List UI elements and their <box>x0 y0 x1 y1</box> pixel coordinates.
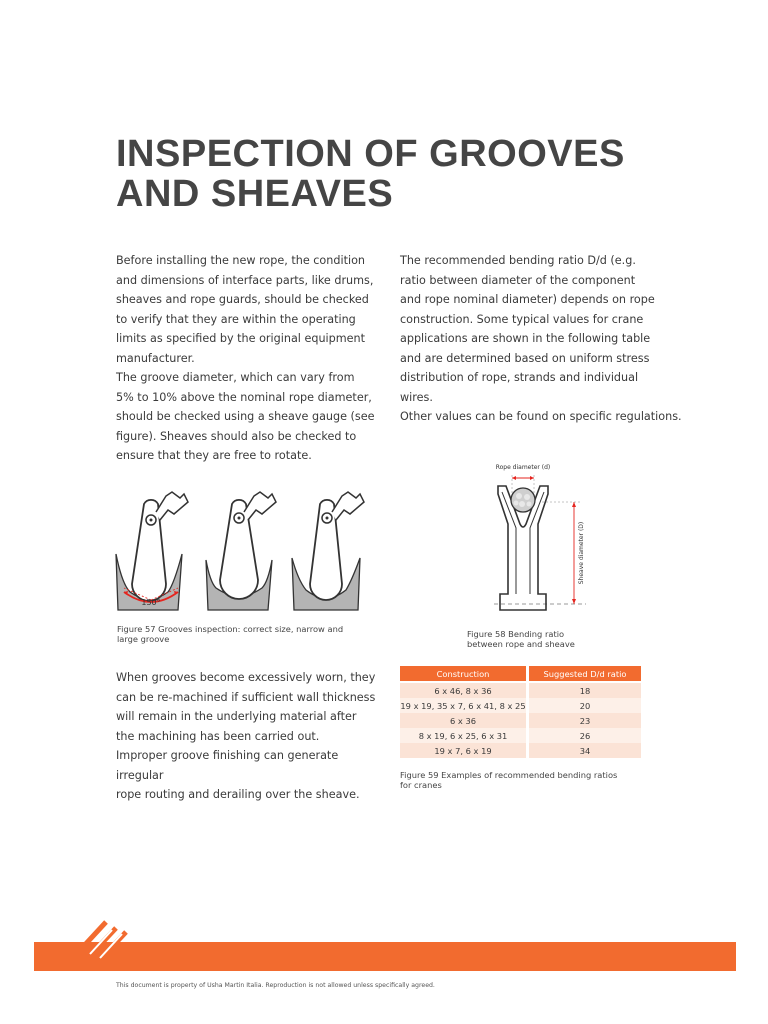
table-row <box>400 698 641 713</box>
left-paragraph-1 <box>116 251 386 368</box>
text-line: can be re-machined if sufficient wall thickness <box>116 690 376 704</box>
left-paragraph-2 <box>116 368 386 466</box>
angle-label: 150° <box>141 598 161 607</box>
figure-59-caption <box>400 770 660 790</box>
title-line-1: INSPECTION OF GROOVES <box>116 133 625 175</box>
caption-line: Figure 57 Grooves inspection: correct size, narrow and <box>117 624 344 634</box>
figure-57-grooves-inspection <box>112 484 376 616</box>
bottom-left-text <box>116 668 386 805</box>
text-line: 5% to 10% above the nominal rope diameter, <box>116 390 372 404</box>
text-line: should be checked using a sheave gauge (see <box>116 410 375 423</box>
bottom-paragraph-1 <box>116 668 386 746</box>
right-paragraph-2 <box>400 407 690 427</box>
caption-line: Figure 59 Examples of recommended bending ratios <box>400 770 618 780</box>
text-line: wires. <box>400 390 433 404</box>
page-title <box>116 134 676 214</box>
footer-note: This document is property of Usha Martin Italia. Reproduction is not allowed unless specifically agreed. <box>116 982 435 989</box>
text-line: Before installing the new rope, the condition <box>116 254 366 267</box>
header-construction: Construction <box>400 666 528 682</box>
cell-ratio: 34 <box>528 743 642 758</box>
cell-construction: 6 x 36 <box>400 713 528 728</box>
right-paragraph-1 <box>400 251 690 407</box>
cell-construction: 19 x 19, 35 x 7, 6 x 41, 8 x 25 <box>400 698 528 713</box>
text-line: distribution of rope, strands and individual <box>400 371 639 384</box>
left-column-text <box>116 251 386 466</box>
right-column-text <box>400 251 690 427</box>
text-line: sheaves and rope guards, should be checked <box>116 293 369 306</box>
bending-ratio-table <box>400 666 641 758</box>
cell-ratio: 23 <box>528 713 642 728</box>
bottom-paragraph-2 <box>116 746 386 805</box>
cell-construction: 8 x 19, 6 x 25, 6 x 31 <box>400 728 528 743</box>
text-line: The recommended bending ratio D/d (e.g. <box>400 254 636 267</box>
caption-line: for cranes <box>400 780 442 790</box>
table-row <box>400 743 641 758</box>
text-line: the machining has been carried out. <box>116 729 320 743</box>
text-line: manufacturer. <box>116 351 195 365</box>
text-line: construction. Some typical values for crane <box>400 312 644 326</box>
rope-diameter-label: Rope diameter (d) <box>495 464 551 471</box>
text-line: limits as specified by the original equipment <box>116 332 366 345</box>
table-row <box>400 713 641 728</box>
text-line: When grooves become excessively worn, they <box>116 671 376 684</box>
cell-construction: 6 x 46, 8 x 36 <box>400 682 528 698</box>
text-line: ratio between diameter of the component <box>400 273 636 287</box>
sheave-diameter-label: Sheave diameter (D) <box>578 521 585 585</box>
diagonal-stripes-logo-icon <box>76 914 132 970</box>
groove-large <box>292 492 364 610</box>
footer-bar <box>34 942 736 971</box>
text-line: and rope nominal diameter) depends on rope <box>400 293 655 306</box>
table-row <box>400 728 641 743</box>
figure-58-caption <box>467 629 627 649</box>
text-line: Improper groove finishing can generate irregular <box>116 749 339 782</box>
table-row <box>400 682 641 698</box>
text-line: ensure that they are free to rotate. <box>116 449 312 462</box>
cell-construction: 19 x 7, 6 x 19 <box>400 743 528 758</box>
figure-57-caption <box>117 624 377 644</box>
cell-ratio: 26 <box>528 728 642 743</box>
text-line: and dimensions of interface parts, like drums, <box>116 273 374 287</box>
text-line: rope routing and derailing over the sheave. <box>116 788 360 801</box>
groove-correct-size <box>116 492 188 610</box>
text-line: and are determined based on uniform stress <box>400 351 650 365</box>
table-header-row <box>400 666 641 682</box>
text-line: will remain in the underlying material after <box>116 710 357 723</box>
text-line: applications are shown in the following table <box>400 332 651 345</box>
text-line: Other values can be found on specific regulations. <box>400 410 682 423</box>
caption-line: large groove <box>117 634 170 644</box>
text-line: to verify that they are within the operating <box>116 312 356 326</box>
text-line: The groove diameter, which can vary from <box>116 371 355 384</box>
header-ratio: Suggested D/d ratio <box>528 666 642 682</box>
text-line: figure). Sheaves should also be checked to <box>116 429 357 443</box>
cell-ratio: 20 <box>528 698 642 713</box>
caption-line: Figure 58 Bending ratio <box>467 629 565 639</box>
groove-narrow <box>206 492 276 610</box>
figure-58-bending-ratio <box>486 458 596 626</box>
caption-line: between rope and sheave <box>467 639 575 649</box>
cell-ratio: 18 <box>528 682 642 698</box>
title-line-2: AND SHEAVES <box>116 173 394 215</box>
